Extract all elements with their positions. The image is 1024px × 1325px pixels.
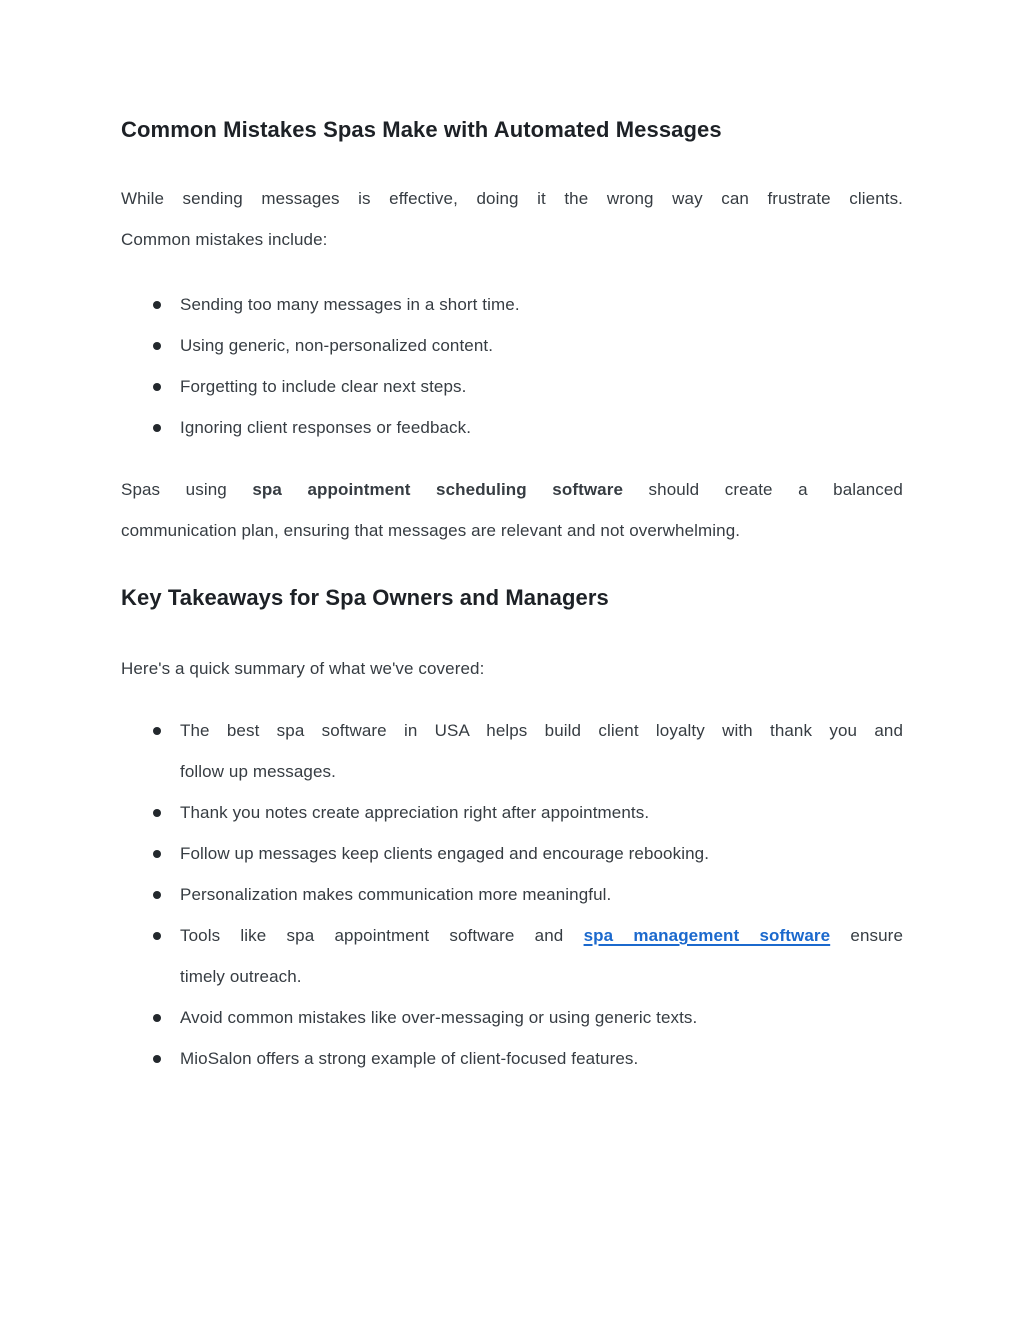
text-segment: MioSalon offers a strong example of client-focused features. (180, 1049, 639, 1068)
spa-management-software-link[interactable]: spa management software (583, 926, 831, 945)
bullet-marker (153, 383, 161, 391)
text-line (180, 792, 903, 833)
document-page (121, 0, 903, 1079)
text-line (121, 219, 903, 260)
text-line (121, 469, 903, 510)
list-key-takeaways (121, 710, 903, 1079)
list-item (121, 284, 903, 325)
list-item (121, 833, 903, 874)
text-segment: Thank you notes create appreciation right after appointments. (180, 803, 650, 822)
list-item (121, 325, 903, 366)
emphasis-text: spa appointment scheduling software (252, 480, 624, 499)
text-line (180, 915, 903, 956)
heading-common-mistakes: Common Mistakes Spas Make with Automated Messages (121, 117, 722, 142)
list-item (121, 792, 903, 833)
text-segment: Follow up messages keep clients engaged and encourage rebooking. (180, 844, 710, 863)
text-segment: communication plan, ensuring that messages are relevant and not overwhelming. (121, 521, 741, 540)
paragraph-intro-mistakes (121, 178, 903, 260)
text-segment: While sending messages is effective, doing it the wrong way can frustrate clients. (121, 189, 903, 208)
text-line (180, 997, 903, 1038)
paragraph-balanced-plan (121, 469, 903, 551)
list-common-mistakes (121, 284, 903, 448)
text-line (180, 366, 903, 407)
bullet-marker (153, 932, 161, 940)
list-item (121, 997, 903, 1038)
text-line (180, 751, 903, 792)
text-segment: follow up messages. (180, 762, 336, 781)
list-item (121, 407, 903, 448)
bullet-marker (153, 727, 161, 735)
bullet-marker (153, 342, 161, 350)
text-segment: ensure (830, 926, 903, 945)
bullet-marker (153, 424, 161, 432)
text-line (180, 833, 903, 874)
text-segment: timely outreach. (180, 967, 302, 986)
bullet-marker (153, 301, 161, 309)
bullet-marker (153, 1055, 161, 1063)
bullet-marker (153, 1014, 161, 1022)
text-line (180, 407, 903, 448)
text-line (180, 710, 903, 751)
text-line (121, 648, 903, 689)
list-item (121, 1038, 903, 1079)
bullet-marker (153, 850, 161, 858)
heading-key-takeaways: Key Takeaways for Spa Owners and Managers (121, 585, 609, 610)
list-item (121, 915, 903, 997)
text-segment: Forgetting to include clear next steps. (180, 377, 467, 396)
bullet-marker (153, 809, 161, 817)
text-line (121, 510, 903, 551)
text-segment: Sending too many messages in a short time. (180, 295, 520, 314)
text-segment: Here's a quick summary of what we've covered: (121, 659, 485, 678)
text-segment: Common mistakes include: (121, 230, 328, 249)
text-segment: Spas using (121, 480, 253, 499)
text-line (180, 874, 903, 915)
list-item (121, 366, 903, 407)
text-segment: Ignoring client responses or feedback. (180, 418, 472, 437)
text-line (180, 1038, 903, 1079)
list-item (121, 874, 903, 915)
text-segment: The best spa software in USA helps build client loyalty with thank you and (180, 721, 903, 740)
text-line (180, 956, 903, 997)
text-segment: Personalization makes communication more meaningful. (180, 885, 612, 904)
text-segment: Avoid common mistakes like over-messaging or using generic texts. (180, 1008, 698, 1027)
paragraph-summary-intro (121, 648, 903, 689)
text-segment: Using generic, non-personalized content. (180, 336, 494, 355)
text-line (121, 178, 903, 219)
text-segment: Tools like spa appointment software and (180, 926, 584, 945)
text-segment: should create a balanced (623, 480, 903, 499)
text-line (180, 325, 903, 366)
list-item (121, 710, 903, 792)
bullet-marker (153, 891, 161, 899)
article-content (121, 115, 903, 1079)
text-line (180, 284, 903, 325)
